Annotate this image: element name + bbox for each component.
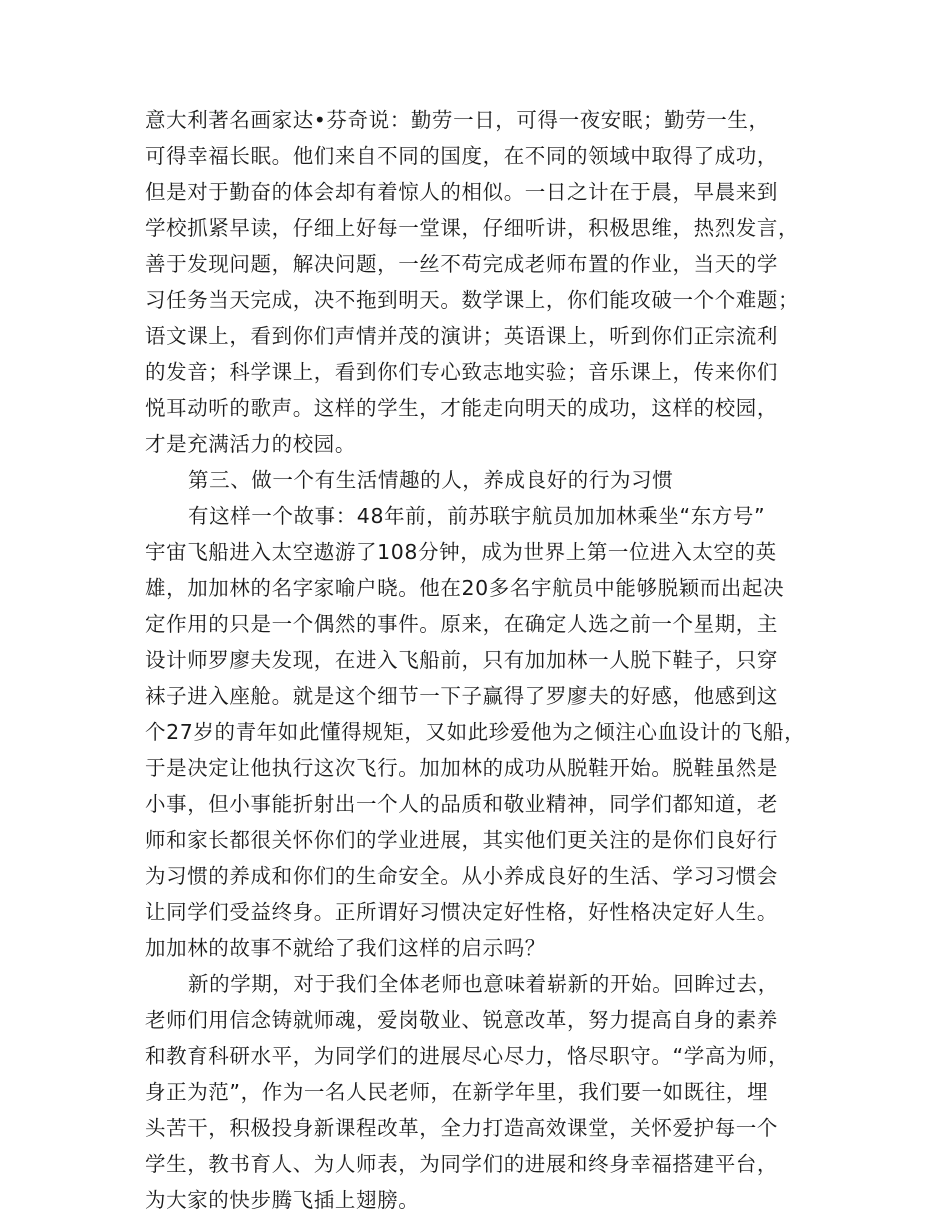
text-line: 老师们用信念铸就师魂，爱岗敬业、锐意改革，努力提高自身的素养 [145,1008,778,1032]
text-line: 和教育科研水平，为同学们的进展尽心尽力，恪尽职守。“学高为师， [145,1044,790,1068]
text-line: 有这样一个故事：48年前，前苏联宇航员加加林乘坐“东方号” [188,504,766,528]
text-line: 可得幸福长眠。他们来自不同的国度，在不同的领域中取得了成功， [145,144,778,168]
text-line: 个27岁的青年如此懂得规矩，又如此珍爱他为之倾注心血设计的飞船， [145,720,806,744]
text-line: 习任务当天完成，决不拖到明天。数学课上，你们能攻破一个个难题； [145,288,800,312]
text-line: 为大家的快步腾飞插上翅膀。 [145,1188,420,1212]
text-line: 设计师罗廖夫发现，在进入飞船前，只有加加林一人脱下鞋子，只穿 [145,648,778,672]
text-line: 让同学们受益终身。正所谓好习惯决定好性格，好性格决定好人生。 [145,900,778,924]
text-line: 师和家长都很关怀你们的学业进展，其实他们更关注的是你们良好行 [145,828,778,852]
text-line: 学生，教书育人、为人师表，为同学们的进展和终身幸福搭建平台， [145,1152,778,1176]
text-line: 雄，加加林的名字家喻户晓。他在20多名宇航员中能够脱颖而出起决 [145,576,785,600]
text-line: 为习惯的养成和你们的生命安全。从小养成良好的生活、学习习惯会 [145,864,778,888]
text-line: 的发音；科学课上，看到你们专心致志地实验；音乐课上，传来你们 [145,360,778,384]
section-heading: 第三、做一个有生活情趣的人，养成良好的行为习惯 [188,468,674,492]
text-line: 新的学期，对于我们全体老师也意味着崭新的开始。回眸过去， [188,972,779,996]
text-line: 于是决定让他执行这次飞行。加加林的成功从脱鞋开始。脱鞋虽然是 [145,756,778,780]
text-line: 定作用的只是一个偶然的事件。原来，在确定人选之前一个星期，主 [145,612,778,636]
text-line: 头苦干，积极投身新课程改革，全力打造高效课堂，关怀爱护每一个 [145,1116,778,1140]
text-line: 语文课上，看到你们声情并茂的演讲；英语课上，听到你们正宗流利 [145,324,778,348]
text-line: 但是对于勤奋的体会却有着惊人的相似。一日之计在于晨，早晨来到 [145,180,778,204]
text-line: 袜子进入座舱。就是这个细节一下子赢得了罗廖夫的好感，他感到这 [145,684,778,708]
text-line: 小事，但小事能折射出一个人的品质和敬业精神，同学们都知道，老 [145,792,778,816]
text-line: 善于发现问题，解决问题，一丝不苟完成老师布置的作业，当天的学 [145,252,778,276]
text-line: 学校抓紧早读，仔细上好每一堂课，仔细听讲，积极思维，热烈发言， [145,216,800,240]
text-line: 身正为范”，作为一名人民老师，在新学年里，我们要一如既往，埋 [145,1080,769,1104]
text-line: 才是充满活力的校园。 [145,432,356,456]
text-line: 宇宙飞船进入太空遨游了108分钟，成为世界上第一位进入太空的英 [145,540,777,564]
text-line: 意大利著名画家达•芬奇说：勤劳一日，可得一夜安眠；勤劳一生， [145,108,770,132]
text-line: 悦耳动听的歌声。这样的学生，才能走向明天的成功，这样的校园， [145,396,778,420]
text-line: 加加林的故事不就给了我们这样的启示吗？ [145,936,546,960]
